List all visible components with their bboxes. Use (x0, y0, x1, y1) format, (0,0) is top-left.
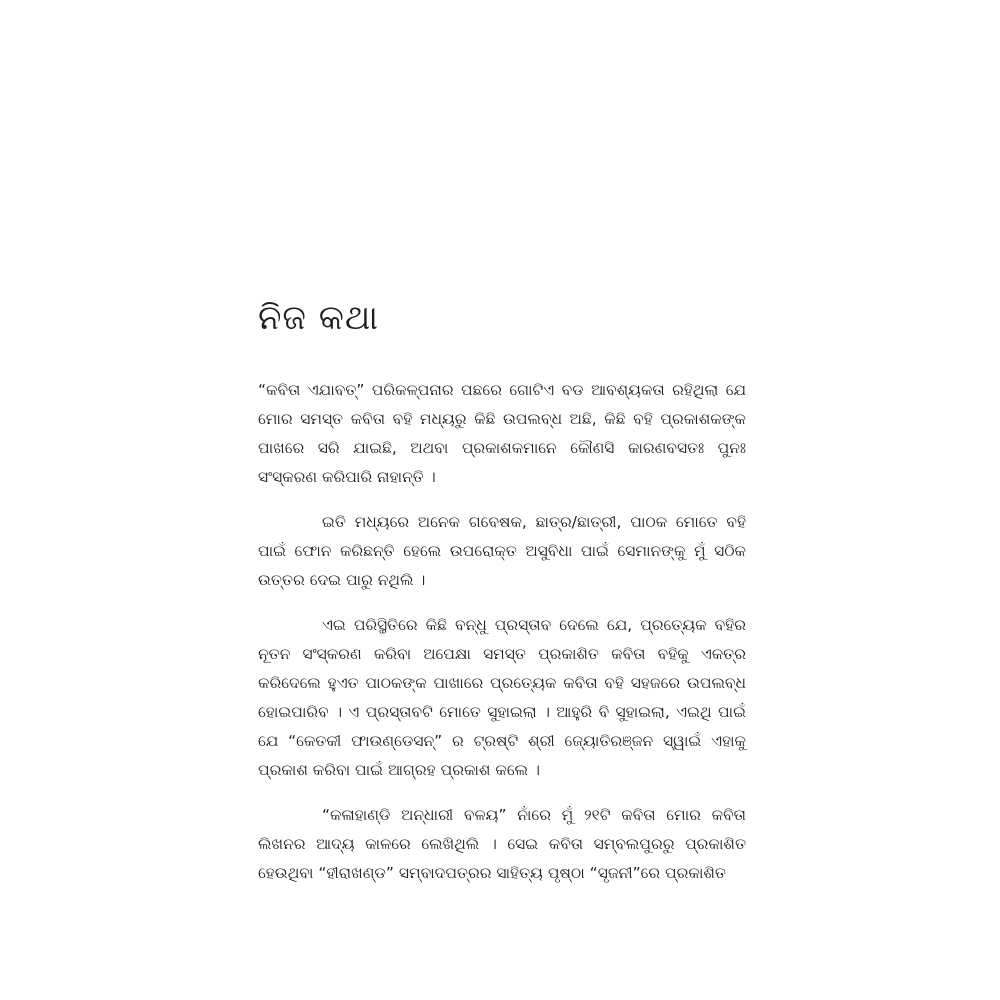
paragraph-2: ଇତି ମଧ୍ୟରେ ଅନେକ ଗବେଷକ, ଛାତ୍ର/ଛାତ୍ରୀ, ପାଠକ ମୋତେ ବହି ପାଇଁ ଫୋନ କରିଛନ୍ତି ହେଲେ ଉପରୋକ୍ତ ଅସୁବିଧା ପାଇଁ ସେମାନଙ୍କୁ ମୁଁ ସଠିକ ଉତ୍ତର ଦେଇ ପାରୁ ନଥିଲି । (258, 513, 746, 589)
chapter-title: ନିଜ କଥା (258, 298, 380, 338)
paragraph-1: “କବିତା ଏଯାବତ୍” ପରିକଳ୍ପନାର ପଛରେ ଗୋଟିଏ ବଡ ଆବଶ୍ୟକତା ରହିଥିଲା ଯେ ମୋର ସମସ୍ତ କବିତା ବହି ମଧ୍ୟରୁ କିଛି ଉପଲବ୍ଧ ଅଛି, କିଛି ବହି ପ୍ରକାଶକଙ୍କ ପାଖରେ ସରି ଯାଇଛି, ଅଥବା ପ୍ରକାଶକମାନେ କୌଣସି କାରଣବସତଃ ପୁନଃ ସଂସ୍କରଣ କରିପାରି ନାହାନ୍ତି । (258, 381, 746, 486)
paragraph-4: “କଳାହାଣ୍ଡି ଅନ୍ଧାରୀ ବଳୟ” ନାଁରେ ମୁଁ ୨୧ଟି କବିତା ମୋର କବିତା ଲିଖନର ଆଦ୍ୟ କାଳରେ ଲେଖିଥିଲି । ସେଇ କବିତା ସମ୍ବଲପୁରରୁ ପ୍ରକାଶିତ ହେଉଥିବା “ହୀରାଖଣ୍ଡ” ସମ୍ବାଦପତ୍ରର ସାହିତ୍ୟ ପୃଷ୍ଠା “ସୃଜନୀ”ରେ ପ୍ରକାଶିତ (258, 806, 746, 882)
paragraph-3: ଏଇ ପରିସ୍ଥିତିରେ କିଛି ବନ୍ଧୁ ପ୍ରସ୍ତାବ ଦେଲେ ଯେ, ପ୍ରତ୍ୟେକ ବହିର ନୂତନ ସଂସ୍କରଣ କରିବା ଅପେକ୍ଷା ସମସ୍ତ ପ୍ରକାଶିତ କବିତା ବହିକୁ ଏକତ୍ର କରିଦେଲେ ହୁଏତ ପାଠକଙ୍କ ପାଖାରେ ପ୍ରତ୍ୟେକ କବିତା ବହି ସହଜରେ ଉପଲବ୍ଧ ହୋଇପାରିବ । ଏ ପ୍ରସ୍ତାବଟି ମୋତେ ସୁହାଇଲା । ଆହୁରି ବି ସୁହାଇଲା, ଏଇଥି ପାଇଁ ଯେ “କେତକୀ ଫାଉଣ୍ଡେସନ୍” ର ଟ୍ରଷ୍ଟି ଶ୍ରୀ ଜ୍ୟୋତିରଞ୍ଜନ ସ୍ୱାଇଁ ଏହାକୁ ପ୍ରକାଶ କରିବା ପାଇଁ ଆଗ୍ରହ ପ୍ରକାଶ କଲେ । (258, 616, 746, 779)
body-text (258, 376, 746, 904)
